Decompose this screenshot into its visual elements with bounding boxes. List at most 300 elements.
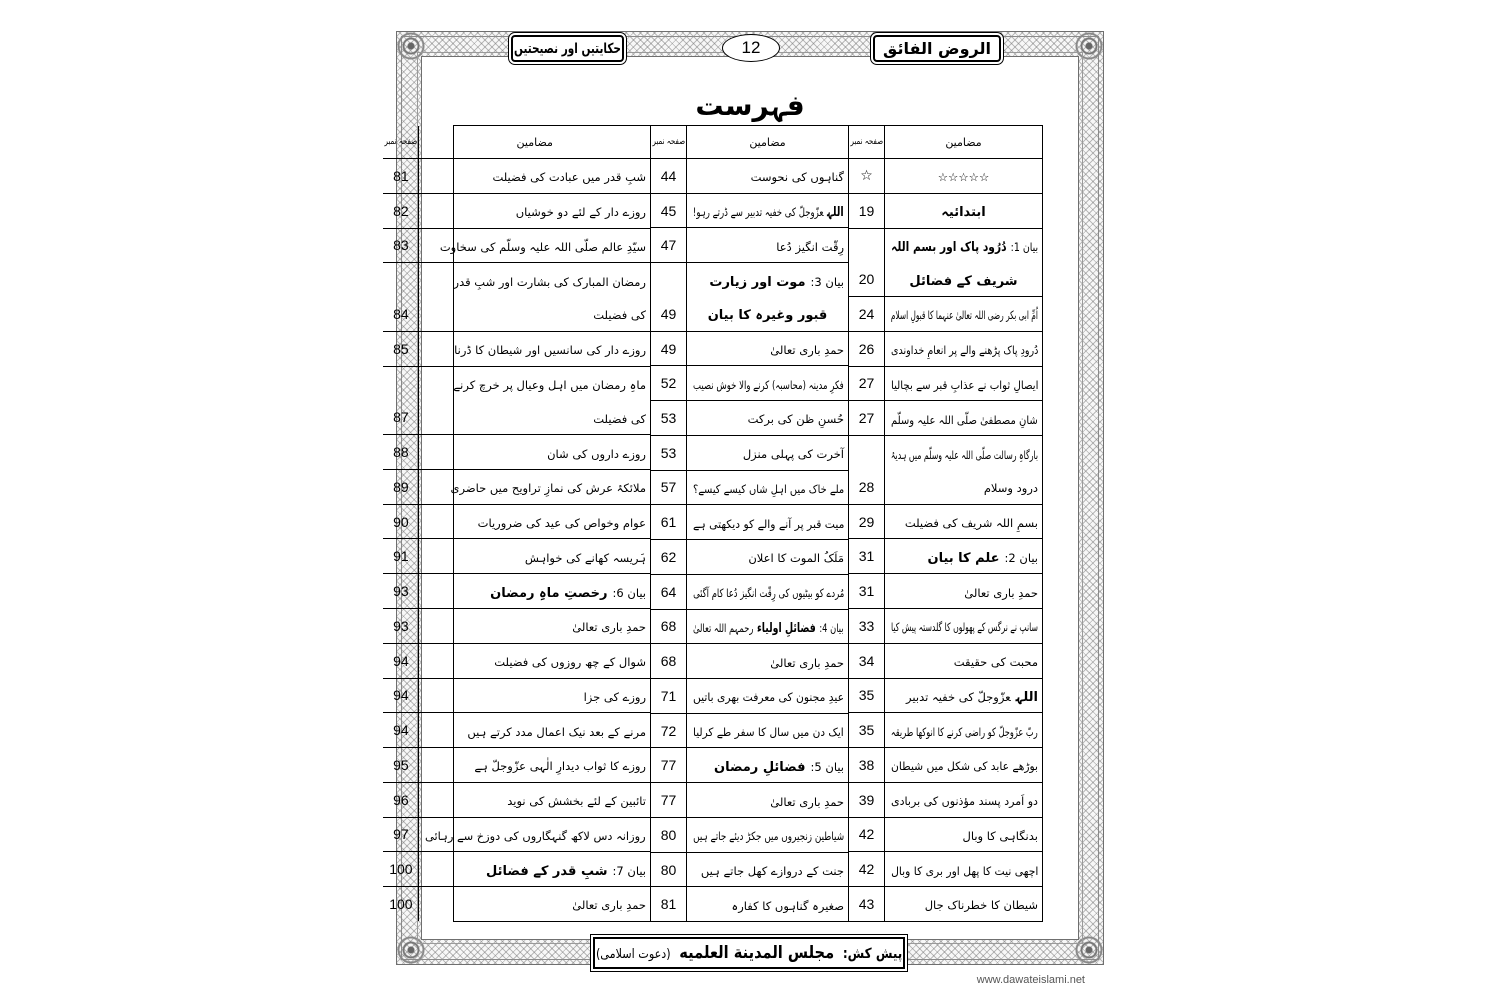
toc-entry-title bbox=[884, 401, 1042, 435]
toc-entry bbox=[383, 852, 650, 887]
toc-heading-text: فضائلِ اولیاء bbox=[757, 620, 817, 636]
toc-entry-line bbox=[885, 229, 1042, 263]
toc-heading-text: موت اور زیارت bbox=[709, 274, 806, 290]
toc-entry-text: اچھی نیت کا پھل اور بری کا وبال bbox=[890, 863, 1038, 878]
toc-entry-line bbox=[419, 159, 650, 193]
toc-entry-title bbox=[418, 887, 650, 921]
toc-entry bbox=[651, 644, 848, 679]
toc-entry-line bbox=[687, 401, 848, 435]
toc-page-cell bbox=[849, 297, 884, 331]
toc-entry-label bbox=[440, 236, 646, 255]
toc-page-number: 84 bbox=[393, 305, 409, 322]
toc-heading-text: اللہ bbox=[1015, 689, 1038, 705]
toc-entry-title bbox=[686, 159, 848, 193]
toc-entry-text: آخرت کی پہلی منزل bbox=[742, 447, 844, 462]
toc-column bbox=[650, 126, 848, 921]
toc-entry-title bbox=[686, 644, 848, 678]
toc-entry bbox=[651, 818, 848, 853]
toc-entry-title bbox=[884, 194, 1042, 228]
toc-entry-title bbox=[418, 435, 650, 469]
toc-entry-text: بیان 6: bbox=[612, 585, 646, 600]
toc-entry bbox=[849, 436, 1042, 505]
toc-page-number: 39 bbox=[858, 791, 875, 808]
toc-entry-title bbox=[884, 713, 1042, 747]
toc-entry-label bbox=[474, 755, 646, 774]
toc-heading-text: شریف کے فضائل bbox=[909, 273, 1018, 289]
toc-page-number: 81 bbox=[393, 167, 409, 184]
toc-entry-label bbox=[891, 339, 1038, 358]
toc-page-cell bbox=[383, 887, 418, 921]
toc-page-cell bbox=[651, 575, 686, 609]
toc-page-cell bbox=[849, 574, 884, 608]
toc-page-number: 85 bbox=[393, 340, 409, 357]
toc-entry bbox=[849, 713, 1042, 748]
toc-entry-label bbox=[593, 408, 646, 427]
toc-heading-text: رخصتِ ماہِ رمضان bbox=[490, 585, 608, 601]
toc-entry-title bbox=[686, 818, 848, 852]
toc-page-cell bbox=[849, 367, 884, 401]
toc-entry-text: روزانہ دس لاکھ گنہگاروں کی دوزخ سے رہائی bbox=[425, 828, 646, 843]
toc-entry bbox=[651, 159, 848, 194]
toc-entry-text: گناہوں کی نحوست bbox=[750, 170, 844, 185]
toc-entry-title bbox=[884, 644, 1042, 678]
toc-entry-label bbox=[467, 721, 646, 740]
toc-entry-text: درود وسلام bbox=[983, 481, 1038, 496]
toc-entry-line bbox=[885, 194, 1042, 228]
toc-entry-line bbox=[419, 818, 650, 852]
toc-entry bbox=[849, 401, 1042, 436]
toc-page-cell bbox=[849, 609, 884, 643]
toc-entry-title bbox=[686, 575, 848, 609]
toc-entry bbox=[383, 574, 650, 609]
toc-entry-line bbox=[687, 505, 848, 539]
toc-entry-label bbox=[709, 271, 844, 290]
footer-credit-text bbox=[596, 943, 902, 963]
toc-page-number: 42 bbox=[858, 826, 875, 843]
toc-entry-text: بیان 7: bbox=[612, 863, 646, 878]
toc-entry-line bbox=[419, 574, 650, 608]
toc-entry-line bbox=[419, 297, 650, 331]
toc-entry-text: بیان 3: bbox=[810, 274, 844, 289]
toc-header-topic-label: مضامین bbox=[749, 135, 786, 149]
footer-org-note: (دعوت اسلامی) bbox=[595, 947, 671, 962]
toc-entry-title bbox=[686, 228, 848, 262]
toc-entry bbox=[651, 853, 848, 888]
toc-page-number: ☆ bbox=[860, 167, 873, 184]
toc-entry-label bbox=[891, 755, 1038, 774]
toc-entry-label bbox=[708, 304, 828, 323]
toc-heading-text: دُرُود پاک اور بسم اللہ bbox=[890, 239, 1007, 255]
header-page-number: 12 bbox=[722, 34, 780, 62]
toc-entry-line bbox=[687, 783, 848, 817]
toc-entry bbox=[651, 401, 848, 436]
toc-entry-title bbox=[418, 852, 650, 886]
toc-entry-title bbox=[418, 470, 650, 504]
toc-entry-line bbox=[687, 436, 848, 470]
toc-page-cell bbox=[651, 610, 686, 644]
toc-entry-title bbox=[884, 818, 1042, 852]
toc-entry bbox=[383, 644, 650, 679]
toc-page-number: 68 bbox=[660, 653, 677, 670]
toc-entry-label bbox=[693, 825, 844, 844]
toc-entry-text: ایصالِ ثواب نے عذابِ قبر سے بچالیا bbox=[890, 377, 1038, 392]
toc-entry bbox=[651, 332, 848, 367]
toc-page-cell bbox=[849, 194, 884, 228]
toc-page-number: 24 bbox=[858, 305, 875, 322]
toc-page-cell bbox=[849, 159, 884, 193]
toc-entry bbox=[849, 505, 1042, 540]
footer-credit bbox=[593, 937, 905, 969]
toc-entry-line bbox=[885, 505, 1042, 539]
toc-entry-label bbox=[909, 270, 1017, 289]
toc-entry bbox=[849, 748, 1042, 783]
toc-entry-line bbox=[687, 471, 848, 505]
toc-page-number: 81 bbox=[660, 896, 677, 913]
toc-entry-text: حمدِ باری تعالیٰ bbox=[770, 343, 844, 358]
toc-entry-label bbox=[770, 652, 844, 671]
toc-page-cell bbox=[651, 332, 686, 366]
toc-entry-text: سیّدِ عالم صلّی اللہ علیہ وسلّم کی سخاوت bbox=[439, 239, 646, 254]
toc-entry-text: سانپ نے نرگس کے پھولوں کا گلدستہ پیش کیا bbox=[891, 620, 1038, 635]
toc-entry-title bbox=[418, 367, 650, 435]
toc-header-row bbox=[383, 126, 650, 159]
toc-page-cell bbox=[651, 644, 686, 678]
toc-entry bbox=[651, 228, 848, 263]
toc-entry-text: ہَریسہ کھانے کی خواہش bbox=[524, 550, 646, 565]
toc-entry-title bbox=[686, 332, 848, 366]
toc-entry-label bbox=[925, 894, 1038, 913]
toc-entry-line bbox=[419, 229, 650, 263]
toc-entry-title bbox=[686, 401, 848, 435]
toc-entry-line bbox=[687, 332, 848, 366]
toc-page-cell bbox=[651, 471, 686, 505]
toc-page-number: 80 bbox=[660, 826, 677, 843]
toc-entry bbox=[383, 679, 650, 714]
toc-entry-label bbox=[891, 721, 1038, 740]
toc-page-cell bbox=[849, 644, 884, 678]
toc-page-cell bbox=[383, 505, 418, 539]
toc-heading-text: شبِ قدر کے فضائل bbox=[486, 863, 608, 879]
toc-entry-label bbox=[516, 201, 646, 220]
toc-entry bbox=[383, 367, 650, 436]
toc-entry-title bbox=[686, 471, 848, 505]
toc-entry-title bbox=[884, 852, 1042, 886]
toc-entry-text: روزے کا ثواب دیدارِ الٰہی عزّوجلّ ہے bbox=[474, 759, 646, 774]
toc-page-cell bbox=[383, 748, 418, 782]
toc-entry-line bbox=[419, 713, 650, 747]
toc-entry bbox=[383, 887, 650, 921]
toc-entry-text: حمدِ باری تعالیٰ bbox=[572, 620, 646, 635]
toc-page-cell bbox=[383, 332, 418, 366]
toc-heading-text: علم کا بیان bbox=[927, 550, 1000, 566]
toc-page-number: 64 bbox=[660, 583, 677, 600]
toc-page-number: 47 bbox=[660, 237, 677, 254]
toc-entry-line bbox=[885, 887, 1042, 921]
toc-header-page-label: صفحہ نمبر bbox=[384, 137, 418, 147]
toc-entry-text: حُسنِ ظن کی برکت bbox=[747, 412, 844, 427]
toc-page-number: 44 bbox=[660, 167, 677, 184]
toc-entry-text: مرنے کے بعد نیک اعمال مدد کرتے ہیں bbox=[467, 724, 646, 739]
toc-entry bbox=[651, 505, 848, 540]
toc-entry-label bbox=[693, 201, 844, 220]
toc-entry-title bbox=[418, 783, 650, 817]
footer-label: پیش کش: bbox=[842, 946, 903, 962]
toc-page-cell bbox=[383, 470, 418, 504]
toc-entry-line bbox=[419, 194, 650, 228]
header-book-series-text: حکایتیں اور نصیحتیں bbox=[514, 40, 621, 57]
toc-entry-line bbox=[687, 714, 848, 748]
toc-entry-label bbox=[453, 374, 646, 393]
toc-entry-text: رِقّت انگیز دُعا bbox=[776, 239, 844, 254]
toc-entry-title bbox=[884, 229, 1042, 297]
toc-entry-label bbox=[941, 201, 985, 220]
toc-page-number: 31 bbox=[858, 548, 875, 565]
toc-entry bbox=[383, 539, 650, 574]
toc-page-cell bbox=[849, 713, 884, 747]
toc-entry bbox=[849, 644, 1042, 679]
toc-heading-text: اللہ bbox=[827, 205, 844, 221]
toc-entry bbox=[383, 194, 650, 229]
toc-entry-label bbox=[938, 166, 990, 185]
toc-entry bbox=[849, 539, 1042, 574]
toc-page-number: 34 bbox=[858, 652, 875, 669]
toc-entry bbox=[383, 818, 650, 853]
toc-column bbox=[848, 126, 1042, 921]
toc-entry-line bbox=[885, 748, 1042, 782]
toc-entry-line bbox=[687, 679, 848, 713]
toc-entry-label bbox=[507, 790, 646, 809]
toc-page-cell bbox=[651, 366, 686, 400]
toc-page-number: 31 bbox=[858, 583, 875, 600]
toc-entry-title bbox=[884, 679, 1042, 713]
toc-entry bbox=[651, 679, 848, 714]
toc-entry-title bbox=[418, 609, 650, 643]
toc-entry-title bbox=[686, 505, 848, 539]
toc-column-body bbox=[383, 159, 650, 921]
toc-page-number: 68 bbox=[660, 618, 677, 635]
toc-entry bbox=[651, 714, 848, 749]
toc-header-topic bbox=[418, 126, 650, 158]
toc-entry-label bbox=[547, 443, 646, 462]
toc-entry-title bbox=[686, 610, 848, 644]
toc-entry-text: مَلَکُ الموت کا اعلان bbox=[748, 551, 844, 566]
toc-entry-title bbox=[418, 644, 650, 678]
toc-page-number: 29 bbox=[858, 513, 875, 530]
toc-header-row bbox=[849, 126, 1042, 159]
toc-entry-line bbox=[419, 748, 650, 782]
toc-entry-line bbox=[419, 679, 650, 713]
toc-entry bbox=[849, 852, 1042, 887]
toc-entry-text: شیاطین زنجیروں میں جکڑ دیئے جاتے ہیں bbox=[692, 829, 844, 844]
toc-entry-line bbox=[687, 748, 848, 782]
toc-entry-line bbox=[687, 194, 848, 228]
toc-entry-line bbox=[687, 263, 848, 297]
toc-entry-text: بدنگاہی کا وبال bbox=[962, 828, 1038, 843]
toc-entry-label bbox=[478, 512, 646, 531]
toc-entry-line bbox=[687, 853, 848, 887]
toc-page-cell bbox=[849, 229, 884, 297]
toc-page-number: 53 bbox=[660, 444, 677, 461]
toc-entry-title bbox=[884, 783, 1042, 817]
toc-entry-line bbox=[885, 470, 1042, 504]
toc-entry-label bbox=[492, 166, 646, 185]
toc-entry-line bbox=[687, 575, 848, 609]
toc-page-cell bbox=[651, 159, 686, 193]
toc-entry-label bbox=[776, 236, 844, 255]
toc-entry-label bbox=[693, 374, 844, 393]
toc-page-cell bbox=[849, 887, 884, 921]
toc-page-number: 27 bbox=[858, 375, 875, 392]
toc-entry-text: کی فضیلت bbox=[593, 411, 646, 426]
toc-page-cell bbox=[651, 679, 686, 713]
toc-entry-text: ☆☆☆☆☆ bbox=[937, 170, 990, 185]
toc-entry-text: مُردے کو بیٹیوں کی رِقّت انگیز دُعا کام آگئی bbox=[692, 586, 844, 601]
toc-entry-title bbox=[418, 679, 650, 713]
toc-entry-line bbox=[885, 436, 1042, 470]
toc-page-cell bbox=[651, 818, 686, 852]
toc-entry-line bbox=[885, 644, 1042, 678]
toc-header-topic-label: مضامین bbox=[945, 135, 982, 149]
toc-page-cell bbox=[383, 229, 418, 263]
toc-page-cell bbox=[383, 644, 418, 678]
toc-page-cell bbox=[849, 852, 884, 886]
toc-entry-title bbox=[418, 194, 650, 228]
toc-entry bbox=[849, 332, 1042, 367]
toc-entry-text: بوڑھے عابد کی شکل میں شیطان bbox=[891, 759, 1038, 774]
toc-entry bbox=[849, 229, 1042, 298]
toc-entry-label bbox=[593, 304, 646, 323]
toc-page-number: 53 bbox=[660, 409, 677, 426]
toc-entry-label bbox=[525, 547, 646, 566]
toc-page-cell bbox=[383, 367, 418, 435]
toc-header-topic bbox=[884, 126, 1042, 158]
toc-entry-label bbox=[425, 825, 646, 844]
toc-page-number: 88 bbox=[393, 444, 409, 461]
toc-page-number: 49 bbox=[660, 305, 677, 322]
website-url: www.dawateislami.net bbox=[976, 974, 1085, 986]
toc-entry-label bbox=[891, 790, 1038, 809]
toc-entry-line bbox=[419, 400, 650, 434]
toc-page-number: 83 bbox=[393, 237, 409, 254]
toc-entry-text: دو اَمرد پسند مؤذنوں کی بربادی bbox=[890, 794, 1038, 809]
toc-entry bbox=[849, 609, 1042, 644]
toc-page-cell bbox=[383, 574, 418, 608]
toc-page-cell bbox=[651, 228, 686, 262]
toc-entry-line bbox=[687, 297, 848, 331]
toc-entry-line bbox=[419, 539, 650, 573]
toc-page-cell bbox=[383, 713, 418, 747]
toc-entry-line bbox=[419, 783, 650, 817]
toc-entry bbox=[849, 574, 1042, 609]
toc-entry-line bbox=[885, 401, 1042, 435]
toc-page-number: 27 bbox=[858, 410, 875, 427]
toc-entry-label bbox=[891, 409, 1038, 428]
toc-entry bbox=[383, 748, 650, 783]
toc-entry-line bbox=[885, 609, 1042, 643]
toc-page-number: 80 bbox=[660, 861, 677, 878]
toc-entry-line bbox=[419, 505, 650, 539]
toc-heading-text: ابتدائیہ bbox=[941, 205, 986, 221]
toc-entry-title bbox=[418, 574, 650, 608]
toc-page-number: 71 bbox=[660, 687, 677, 704]
toc-page-cell bbox=[849, 679, 884, 713]
toc-entry bbox=[383, 159, 650, 194]
toc-page-number: 38 bbox=[858, 756, 875, 773]
toc-entry bbox=[651, 887, 848, 921]
toc-entry-line bbox=[687, 228, 848, 262]
toc-entry-title bbox=[686, 714, 848, 748]
toc-entry bbox=[849, 159, 1042, 194]
toc-entry bbox=[849, 887, 1042, 921]
toc-page-cell bbox=[383, 783, 418, 817]
toc-entry-label bbox=[751, 166, 844, 185]
toc-entry-title bbox=[884, 297, 1042, 331]
toc-entry-label bbox=[984, 477, 1038, 496]
toc-page-number: 72 bbox=[660, 722, 677, 739]
toc-entry-line bbox=[687, 818, 848, 852]
toc-entry-text: عزّوجلّ کی خفیہ تدبیر bbox=[906, 689, 1011, 704]
toc-page-number: 19 bbox=[858, 202, 875, 219]
toc-entry-line bbox=[885, 262, 1042, 296]
toc-entry-line bbox=[687, 366, 848, 400]
toc-entry-title bbox=[884, 505, 1042, 539]
toc-entry bbox=[383, 609, 650, 644]
toc-page-number: 82 bbox=[393, 202, 409, 219]
toc-entry-title bbox=[418, 748, 650, 782]
toc-entry-line bbox=[419, 332, 650, 366]
toc-entry-line bbox=[419, 263, 650, 297]
toc-entry-label bbox=[954, 651, 1038, 670]
toc-entry-text: ماہِ رمضان میں اہل وعیال پر خرچ کرنے bbox=[453, 378, 646, 392]
toc-entry bbox=[849, 297, 1042, 332]
toc-entry-title bbox=[686, 540, 848, 574]
toc-entry-text: عوام وخواص کی عید کی ضروریات bbox=[477, 516, 646, 531]
toc-page-number: 87 bbox=[393, 409, 409, 426]
toc-entry-text: بیان 5: bbox=[810, 759, 844, 774]
toc-entry bbox=[651, 610, 848, 645]
toc-page-cell bbox=[651, 401, 686, 435]
toc-entry-text: شیطان کا خطرناک جال bbox=[924, 898, 1038, 913]
toc-entry-title bbox=[884, 887, 1042, 921]
toc-page-number: 95 bbox=[393, 756, 409, 773]
toc-page-cell bbox=[651, 436, 686, 470]
toc-entry-text: روزے دار کے لئے دو خوشیاں bbox=[515, 205, 646, 220]
toc-page-number: 77 bbox=[660, 757, 677, 774]
toc-entry-label bbox=[701, 860, 844, 879]
toc-entry-text: صغیرہ گناہوں کا کفارہ bbox=[731, 898, 844, 913]
toc-entry-text: شوال کے چھ روزوں کی فضیلت bbox=[494, 655, 646, 670]
toc-entry bbox=[849, 783, 1042, 818]
toc-entry-title bbox=[418, 539, 650, 573]
toc-entry-text: بیان 4: bbox=[819, 620, 844, 635]
toc-page-number: 20 bbox=[858, 271, 875, 288]
toc-entry-title bbox=[686, 194, 848, 228]
toc-page-cell bbox=[383, 263, 418, 331]
toc-page-cell bbox=[849, 332, 884, 366]
header-book-series-title bbox=[511, 35, 624, 62]
toc-entry-title bbox=[884, 367, 1042, 401]
toc-entry bbox=[651, 540, 848, 575]
header-book-title-text: الروض الفائق bbox=[883, 39, 991, 58]
toc-entry-line bbox=[419, 644, 650, 678]
toc-entry bbox=[651, 748, 848, 783]
toc-heading-text: قبور وغیرہ کا بیان bbox=[707, 308, 828, 324]
toc-entry bbox=[651, 366, 848, 401]
toc-entry-line bbox=[419, 435, 650, 469]
toc-page-cell bbox=[849, 783, 884, 817]
toc-entry-line bbox=[687, 610, 848, 644]
toc-entry-line bbox=[419, 609, 650, 643]
